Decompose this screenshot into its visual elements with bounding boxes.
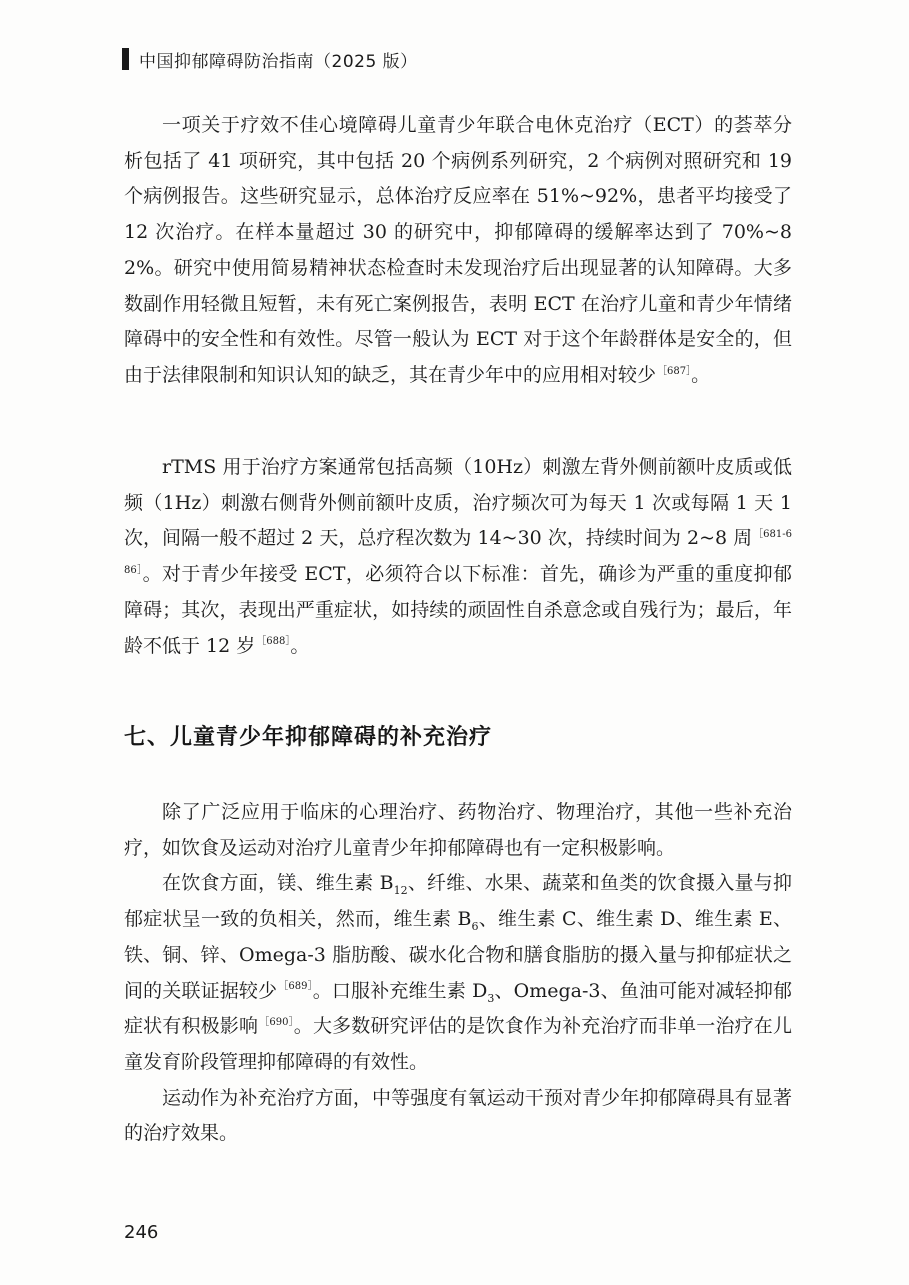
- subscript-3: 3: [487, 991, 495, 1005]
- header-bar-mark: [122, 48, 129, 70]
- subscript-6: 6: [471, 919, 479, 933]
- diet-text-1: 在饮食方面，镁、维生素 B: [162, 872, 394, 895]
- diet-paragraph: [124, 866, 792, 1080]
- citation-681-686: ［681-686］: [124, 529, 792, 576]
- citation-688: ［688］: [256, 636, 291, 648]
- page-number: 246: [124, 1222, 159, 1243]
- supplement-section-body: [124, 795, 792, 1152]
- rtms-text-part2: 。对于青少年接受 ECT，必须符合以下标准：首先，确诊为严重的重度抑郁障碍；其次，表现出严重症状，如持续的顽固性自杀意念或自残行为；最后，年龄不低于 12 岁: [124, 563, 792, 657]
- rtms-section-body: [124, 450, 792, 664]
- diet-text-5: 、Omega-3、鱼油可能对减轻抑郁症状有积极影响: [124, 979, 792, 1038]
- running-title: 中国抑郁障碍防治指南（2025 版）: [139, 51, 418, 72]
- supplement-intro-paragraph: 除了广泛应用于临床的心理治疗、药物治疗、物理治疗，其他一些补充治疗，如饮食及运动对治疗儿童青少年抑郁障碍也有一定积极影响。: [124, 801, 792, 859]
- diet-text-3: 、维生素 C、维生素 D、维生素 E、铁、铜、锌、Omega-3 脂肪酸、碳水化合物和膳食脂肪的摄入量与抑郁症状之间的关联证据较少: [124, 908, 792, 1002]
- subscript-12: 12: [393, 884, 408, 898]
- ect-paragraph-text: 一项关于疗效不佳心境障碍儿童青少年联合电休克治疗（ECT）的荟萃分析包括了 41 项研究，其中包括 20 个病例系列研究，2 个病例对照研究和 19 个病例报告。这些研究显示，总体治疗反应率在 51%~92%，患者平均接受了 12 次治疗。在样本量超过 30 的研究中，抑郁障碍的缓解率达到了 70%~82%。研究中使用简易精神状态检查时未发现治疗后出现显著的认知障碍。大多数副作用轻微且短暂，未有死亡案例报告，表明 ECT 在治疗儿童和青少年情绪障碍中的安全性和有效性。尽管一般认为 ECT 对于这个年龄群体是安全的，但由于法律限制和知识认知的缺乏，其在青少年中的应用相对较少: [124, 114, 792, 386]
- rtms-text-part1: rTMS 用于治疗方案通常包括高频（10Hz）刺激左背外侧前额叶皮质或低频（1Hz）刺激右侧背外侧前额叶皮质，治疗频次可为每天 1 次或每隔 1 天 1 次，间隔一般不超过 2 天，总疗程次数为 14~30 次，持续时间为 2~8 周: [124, 456, 792, 550]
- section-heading: 七、儿童青少年抑郁障碍的补充治疗: [124, 725, 493, 750]
- rtms-paragraph: [124, 450, 792, 664]
- ect-section-body: [124, 108, 792, 394]
- diet-text-2: 、纤维、水果、蔬菜和鱼类的饮食摄入量与抑郁症状呈一致的负相关，然而，维生素 B: [124, 872, 792, 931]
- diet-text-6: 。大多数研究评估的是饮食作为补充治疗而非单一治疗在儿童发育阶段管理抑郁障碍的有效性。: [124, 1015, 792, 1073]
- diet-text-4: 。口服补充维生素 D: [312, 979, 488, 1002]
- ect-meta-analysis-paragraph: [124, 108, 792, 394]
- citation-687: ［687］: [657, 365, 692, 377]
- citation-690: ［690］: [259, 1016, 294, 1028]
- citation-689: ［689］: [278, 981, 313, 993]
- ect-paragraph-end: 。: [691, 363, 711, 386]
- rtms-paragraph-end: 。: [290, 634, 310, 657]
- exercise-paragraph: 运动作为补充治疗方面，中等强度有氧运动干预对青少年抑郁障碍具有显著的治疗效果。: [124, 1086, 792, 1145]
- running-header: [122, 46, 418, 72]
